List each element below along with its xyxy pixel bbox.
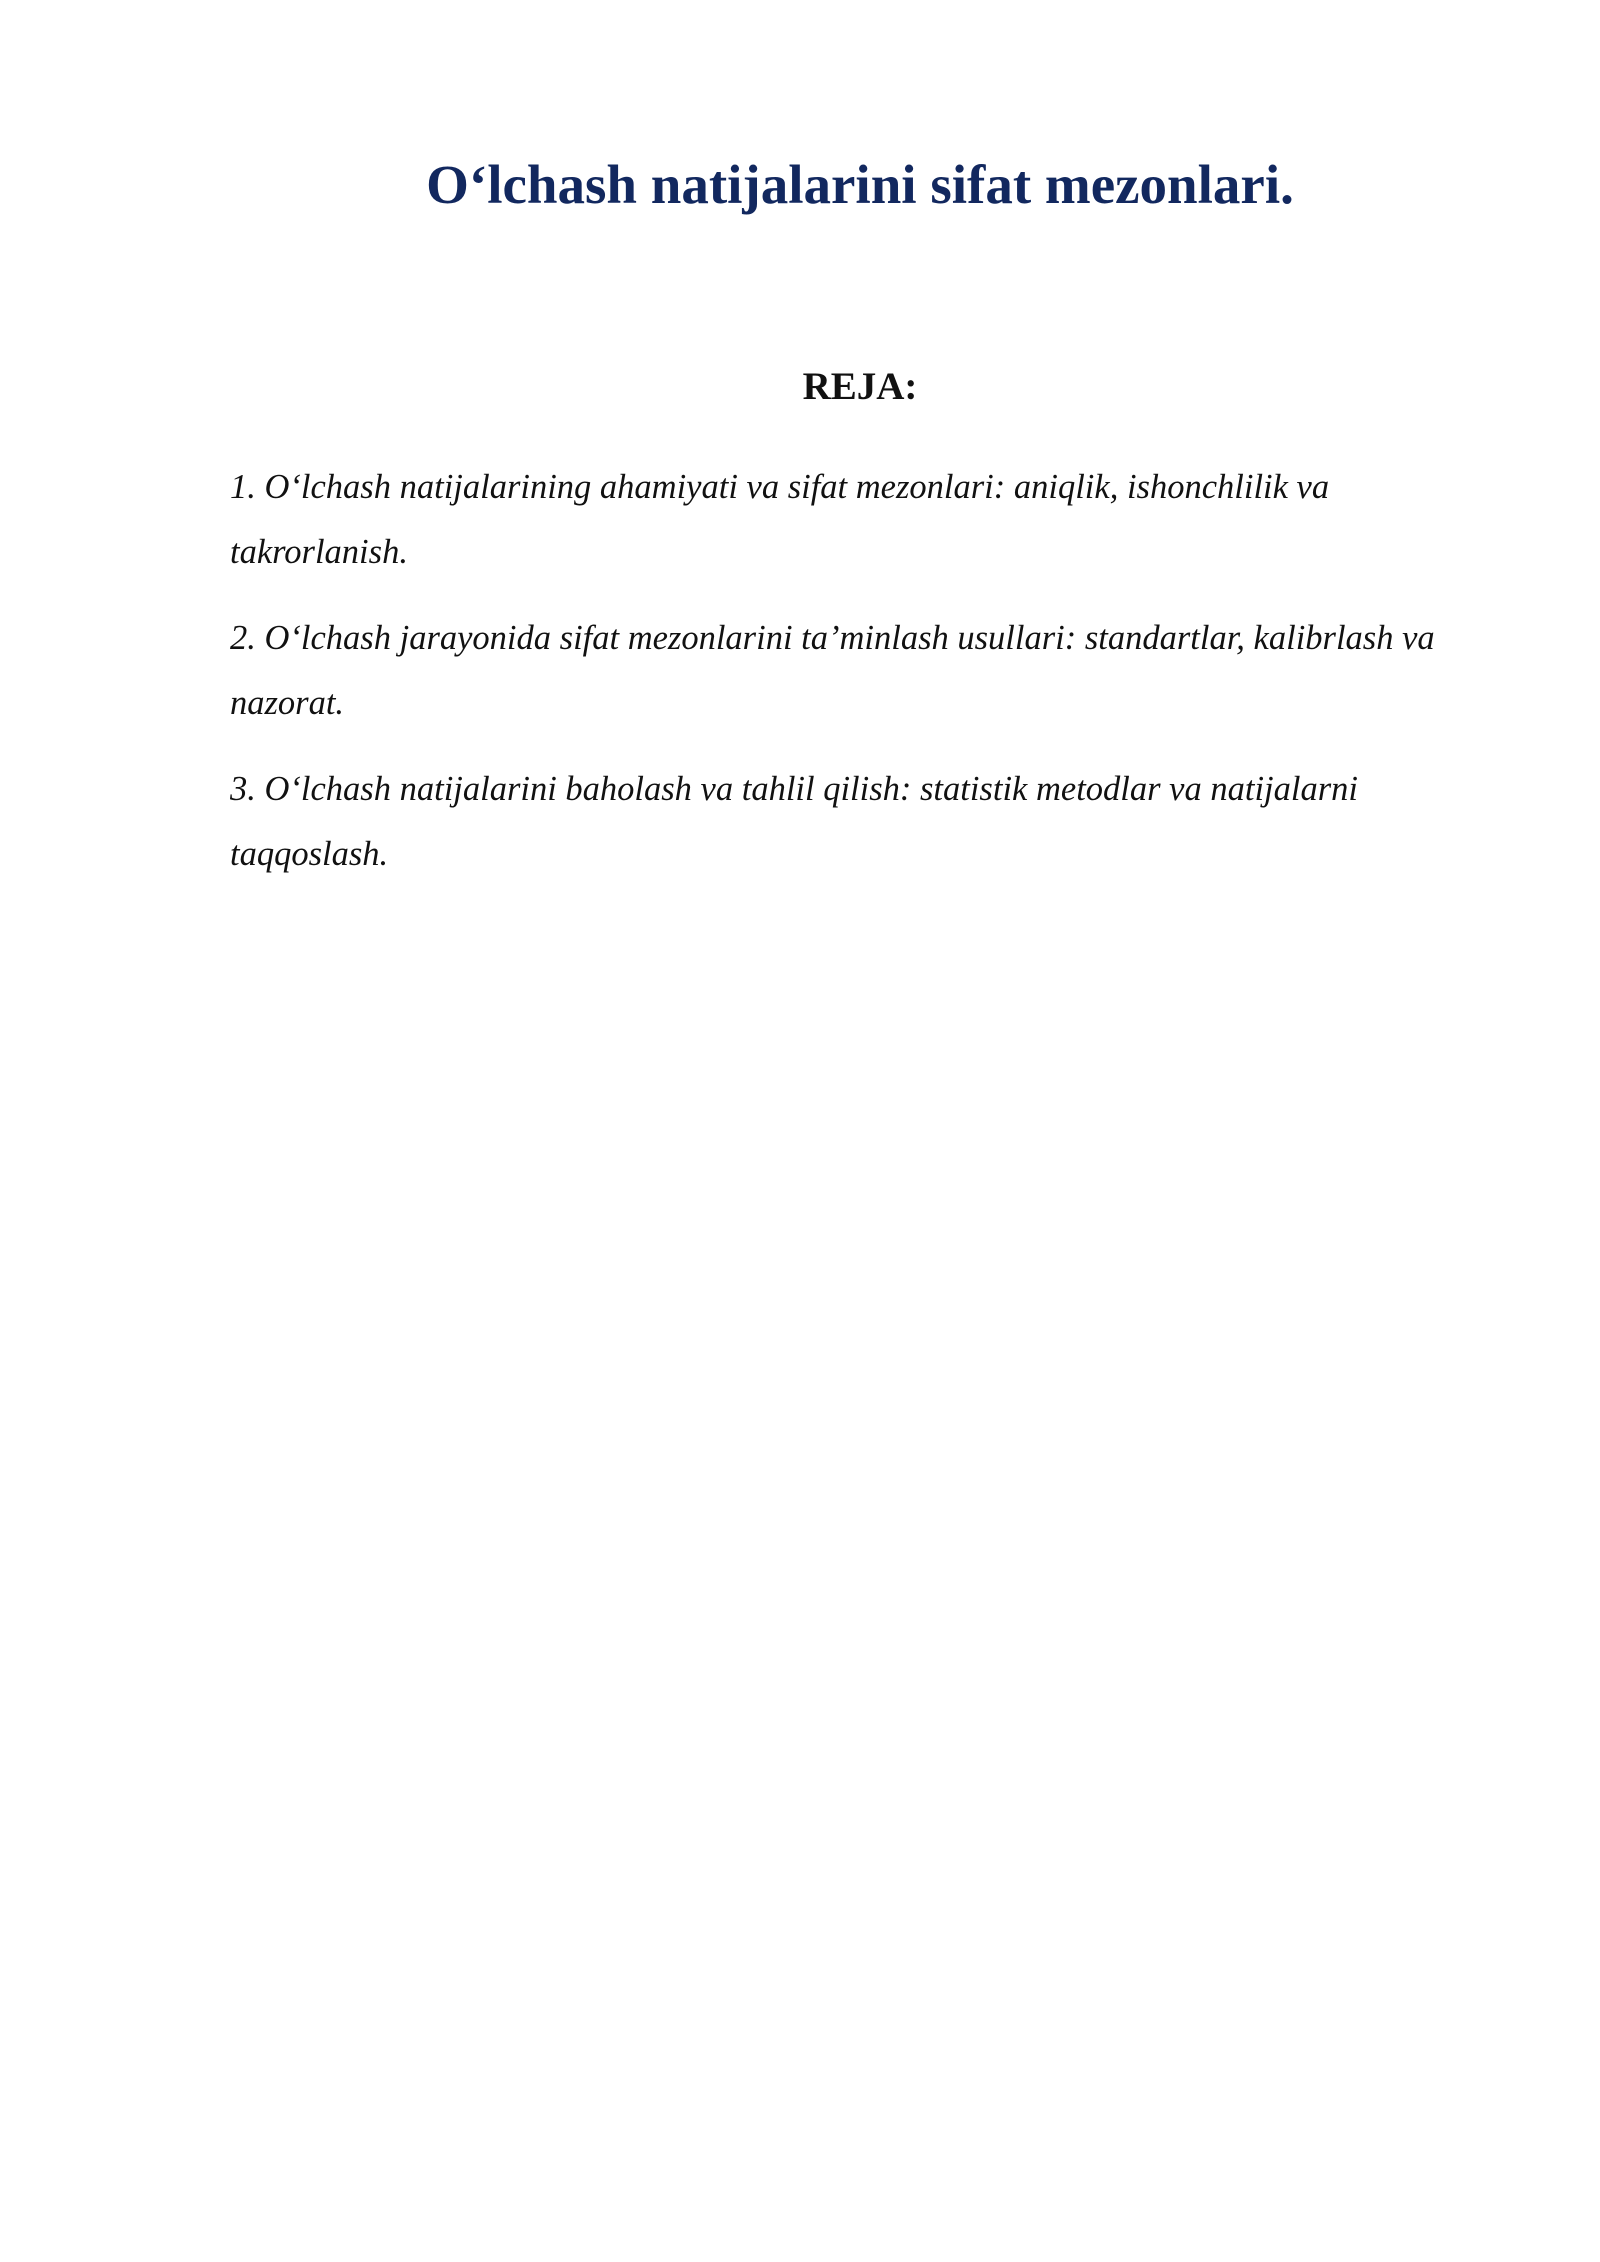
plan-item-1: 1. O‘lchash natijalarining ahamiyati va sifat mezonlari: aniqlik, ishonchlilik va takrorlanish. [230, 468, 1330, 571]
plan-list [230, 455, 1500, 908]
plan-item-2: 2. O‘lchash jarayonida sifat mezonlarini ta’minlash usullari: standartlar, kalibrlash va nazorat. [230, 619, 1435, 722]
plan-item-3: 3. O‘lchash natijalarini baholash va tahlil qilish: statistik metodlar va natijalarni taqqoslash. [230, 770, 1358, 873]
document-title: O‘lchash natijalarini sifat mezonlari. [426, 154, 1294, 215]
plan-heading: REJA: [802, 365, 918, 408]
